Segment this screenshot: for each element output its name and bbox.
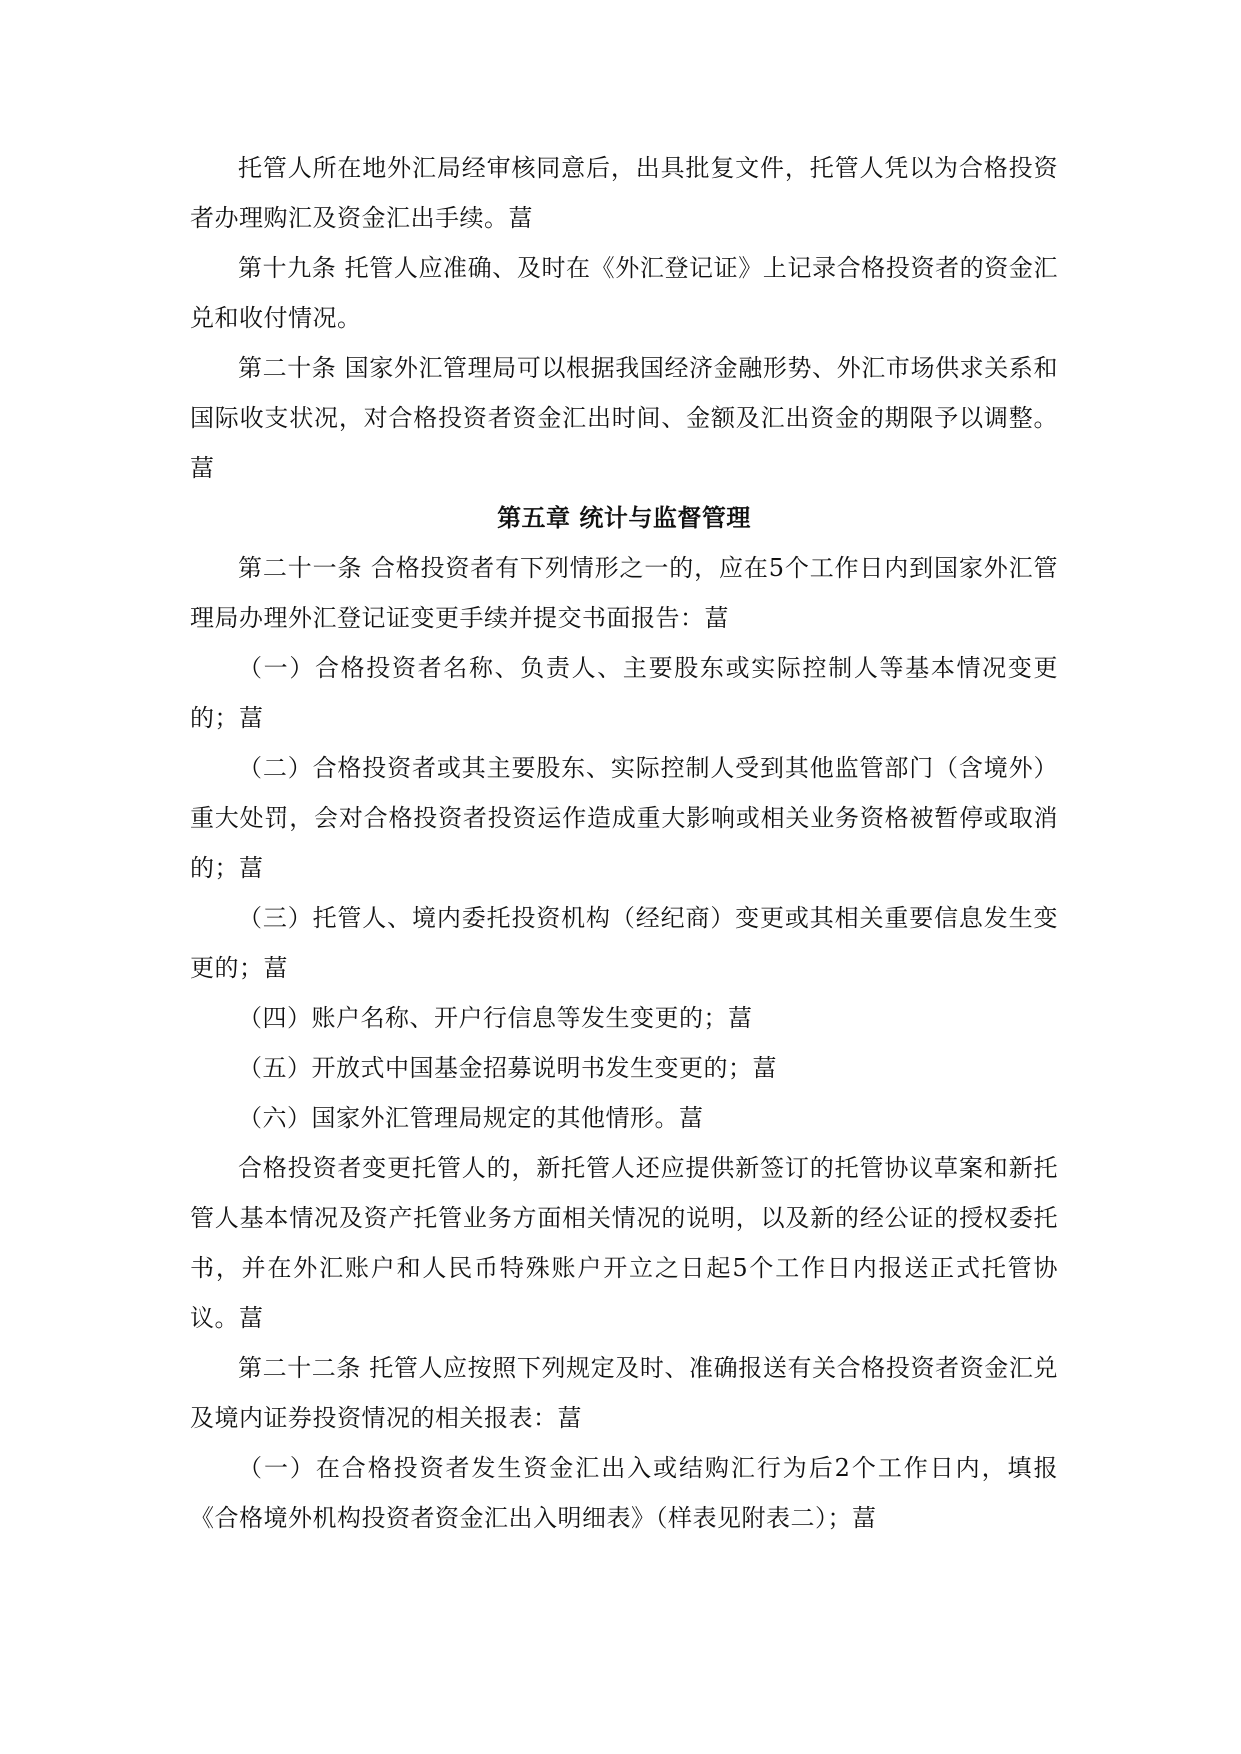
list-item-3: （三）托管人、境内委托投资机构（经纪商）变更或其相关重要信息发生变更的；葍 [190,904,1058,982]
paragraph-article-19: 第十九条 托管人应准确、及时在《外汇登记证》上记录合格投资者的资金汇兑和收付情况。 [190,254,1058,332]
list-item-2: （二）合格投资者或其主要股东、实际控制人受到其他监管部门（含境外）重大处罚，会对合格投资者投资运作造成重大影响或相关业务资格被暂停或取消的；葍 [190,754,1058,882]
list-item-4: （四）账户名称、开户行信息等发生变更的；葍 [238,1004,753,1032]
document-body [190,143,1058,1543]
paragraph-custodian-approval: 托管人所在地外汇局经审核同意后，出具批复文件，托管人凭以为合格投资者办理购汇及资金汇出手续。葍 [190,154,1058,232]
list-item-report-1: （一）在合格投资者发生资金汇出入或结购汇行为后2个工作日内，填报《合格境外机构投资者资金汇出入明细表》（样表见附表二）；葍 [190,1454,1058,1532]
chapter-heading: 第五章 统计与监督管理 [497,503,751,532]
paragraph-article-21: 第二十一条 合格投资者有下列情形之一的，应在5个工作日内到国家外汇管理局办理外汇登记证变更手续并提交书面报告：葍 [190,554,1058,632]
paragraph-change-custodian: 合格投资者变更托管人的，新托管人还应提供新签订的托管协议草案和新托管人基本情况及资产托管业务方面相关情况的说明，以及新的经公证的授权委托书，并在外汇账户和人民币特殊账户开立之日起5个工作日内报送正式托管协议。葍 [190,1154,1058,1332]
list-item-1: （一）合格投资者名称、负责人、主要股东或实际控制人等基本情况变更的；葍 [190,654,1058,732]
list-item-5: （五）开放式中国基金招募说明书发生变更的；葍 [238,1054,777,1082]
paragraph-article-22: 第二十二条 托管人应按照下列规定及时、准确报送有关合格投资者资金汇兑及境内证券投资情况的相关报表：葍 [190,1354,1058,1432]
list-item-6: （六）国家外汇管理局规定的其他情形。葍 [238,1104,704,1132]
paragraph-article-20: 第二十条 国家外汇管理局可以根据我国经济金融形势、外汇市场供求关系和国际收支状况，对合格投资者资金汇出时间、金额及汇出资金的期限予以调整。葍 [190,354,1058,482]
